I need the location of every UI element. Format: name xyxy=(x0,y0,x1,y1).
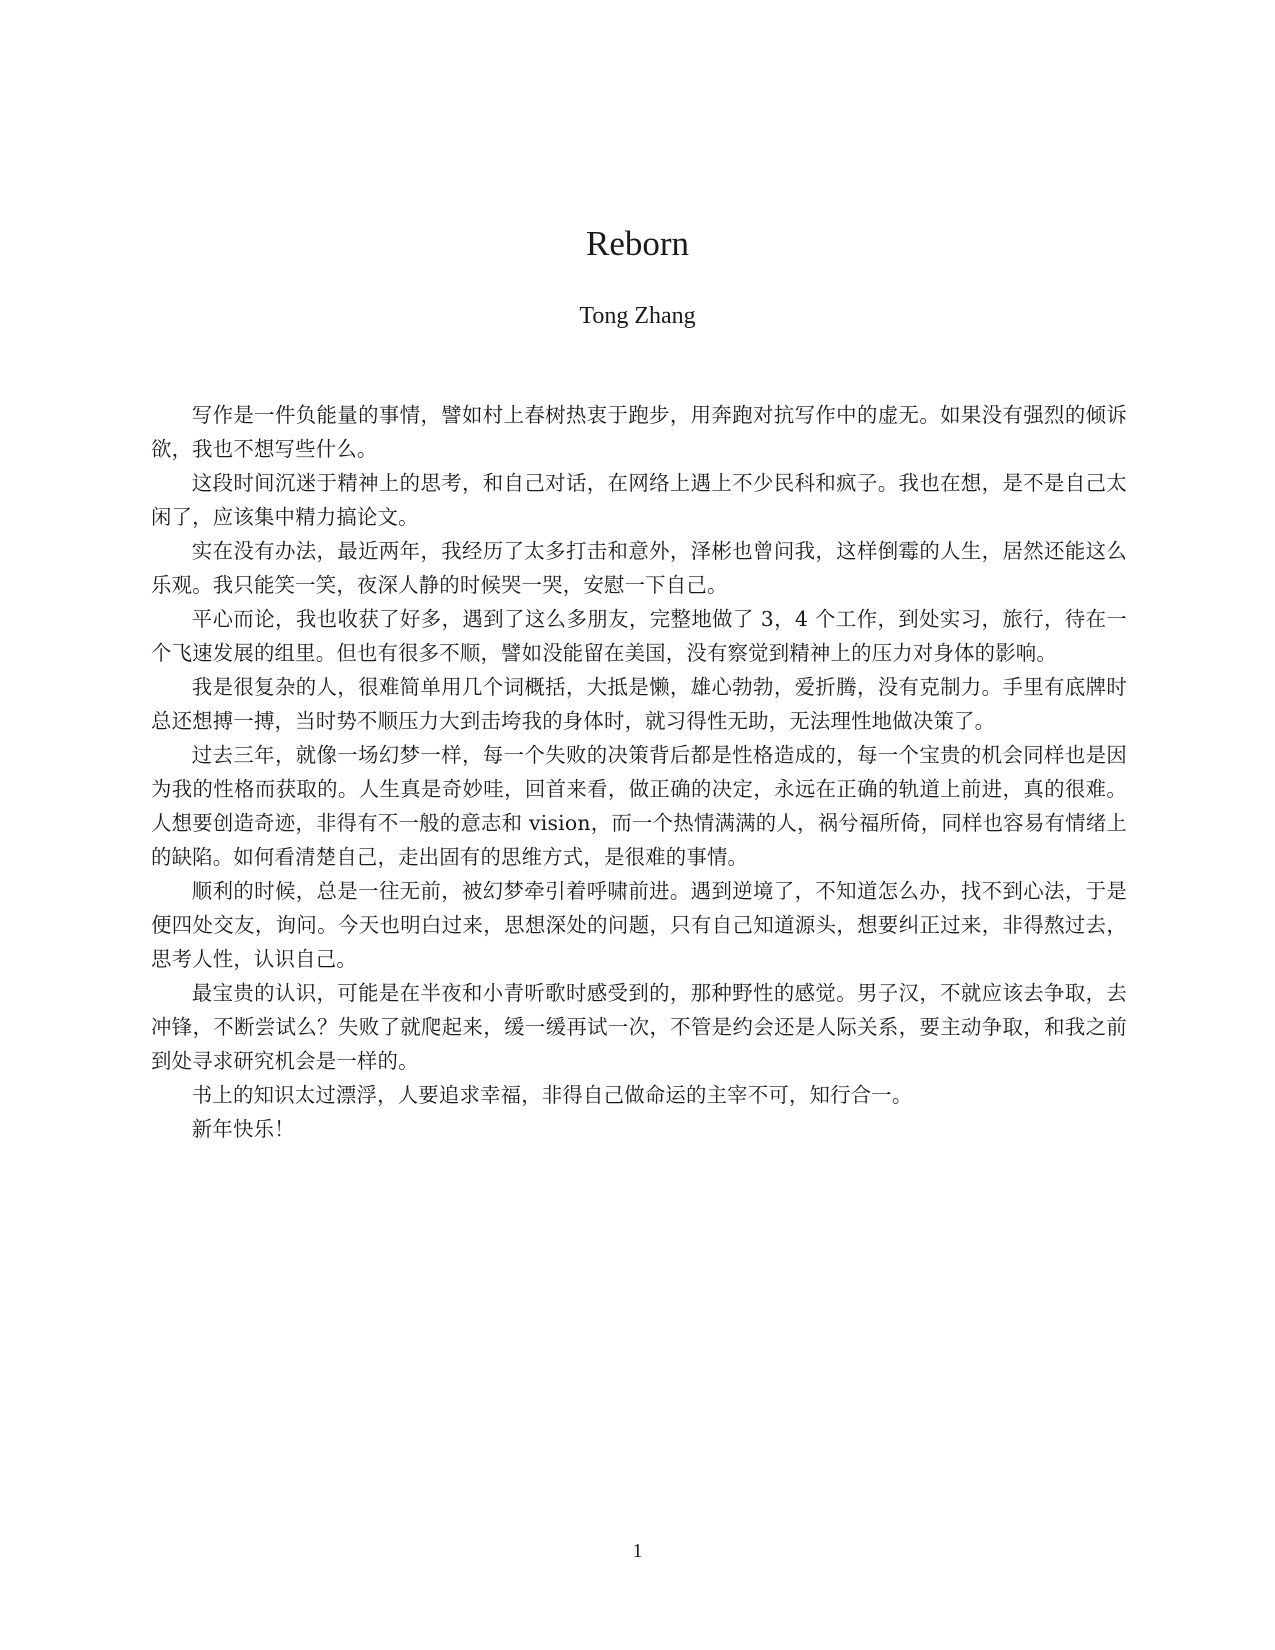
document-author: Tong Zhang xyxy=(579,303,696,329)
paragraph: 平心而论，我也收获了好多，遇到了这么多朋友，完整地做了 3，4 个工作，到处实习，旅行，待在一个飞速发展的组里。但也有很多不顺，譬如没能留在美国，没有察觉到精神上的压力对身体的影响。 xyxy=(151,607,1127,665)
paragraph: 最宝贵的认识，可能是在半夜和小青听歌时感受到的，那种野性的感觉。男子汉，不就应该去争取，去冲锋，不断尝试么？失败了就爬起来，缓一缓再试一次，不管是约会还是人际关系，要主动争取，和我之前到处寻求研究机会是一样的。 xyxy=(151,981,1127,1073)
document-title: Reborn xyxy=(585,224,690,263)
paragraph: 这段时间沉迷于精神上的思考，和自己对话，在网络上遇上不少民科和疯子。我也在想，是不是自己太闲了，应该集中精力搞论文。 xyxy=(151,471,1127,529)
paragraph: 顺利的时候，总是一往无前，被幻梦牵引着呼啸前进。遇到逆境了，不知道怎么办，找不到心法，于是便四处交友，询问。今天也明白过来，思想深处的问题，只有自己知道源头，想要纠正过来，非得熬过去，思考人性，认识自己。 xyxy=(151,879,1127,971)
paragraph: 写作是一件负能量的事情，譬如村上春树热衷于跑步，用奔跑对抗写作中的虚无。如果没有强烈的倾诉欲，我也不想写些什么。 xyxy=(151,403,1127,461)
paragraph: 新年快乐！ xyxy=(191,1117,295,1141)
paragraph: 实在没有办法，最近两年，我经历了太多打击和意外，泽彬也曾问我，这样倒霉的人生，居然还能这么乐观。我只能笑一笑，夜深人静的时候哭一哭，安慰一下自己。 xyxy=(151,539,1127,597)
page-number: 1 xyxy=(632,1540,643,1562)
document-body xyxy=(151,398,1127,1146)
paragraph: 我是很复杂的人，很难简单用几个词概括，大抵是懒，雄心勃勃，爱折腾，没有克制力。手里有底牌时总还想搏一搏，当时势不顺压力大到击垮我的身体时，就习得性无助，无法理性地做决策了。 xyxy=(151,675,1127,733)
paragraph: 书上的知识太过漂浮，人要追求幸福，非得自己做命运的主宰不可，知行合一。 xyxy=(191,1083,913,1107)
paragraph: 过去三年，就像一场幻梦一样，每一个失败的决策背后都是性格造成的，每一个宝贵的机会同样也是因为我的性格而获取的。人生真是奇妙哇，回首来看，做正确的决定，永远在正确的轨道上前进，真的很难。人想要创造奇迹，非得有不一般的意志和 vision，而一个热情满满的人，祸兮福所倚，同样也容易有情绪上的缺陷。如何看清楚自己，走出固有的思维方式，是很难的事情。 xyxy=(151,743,1127,869)
